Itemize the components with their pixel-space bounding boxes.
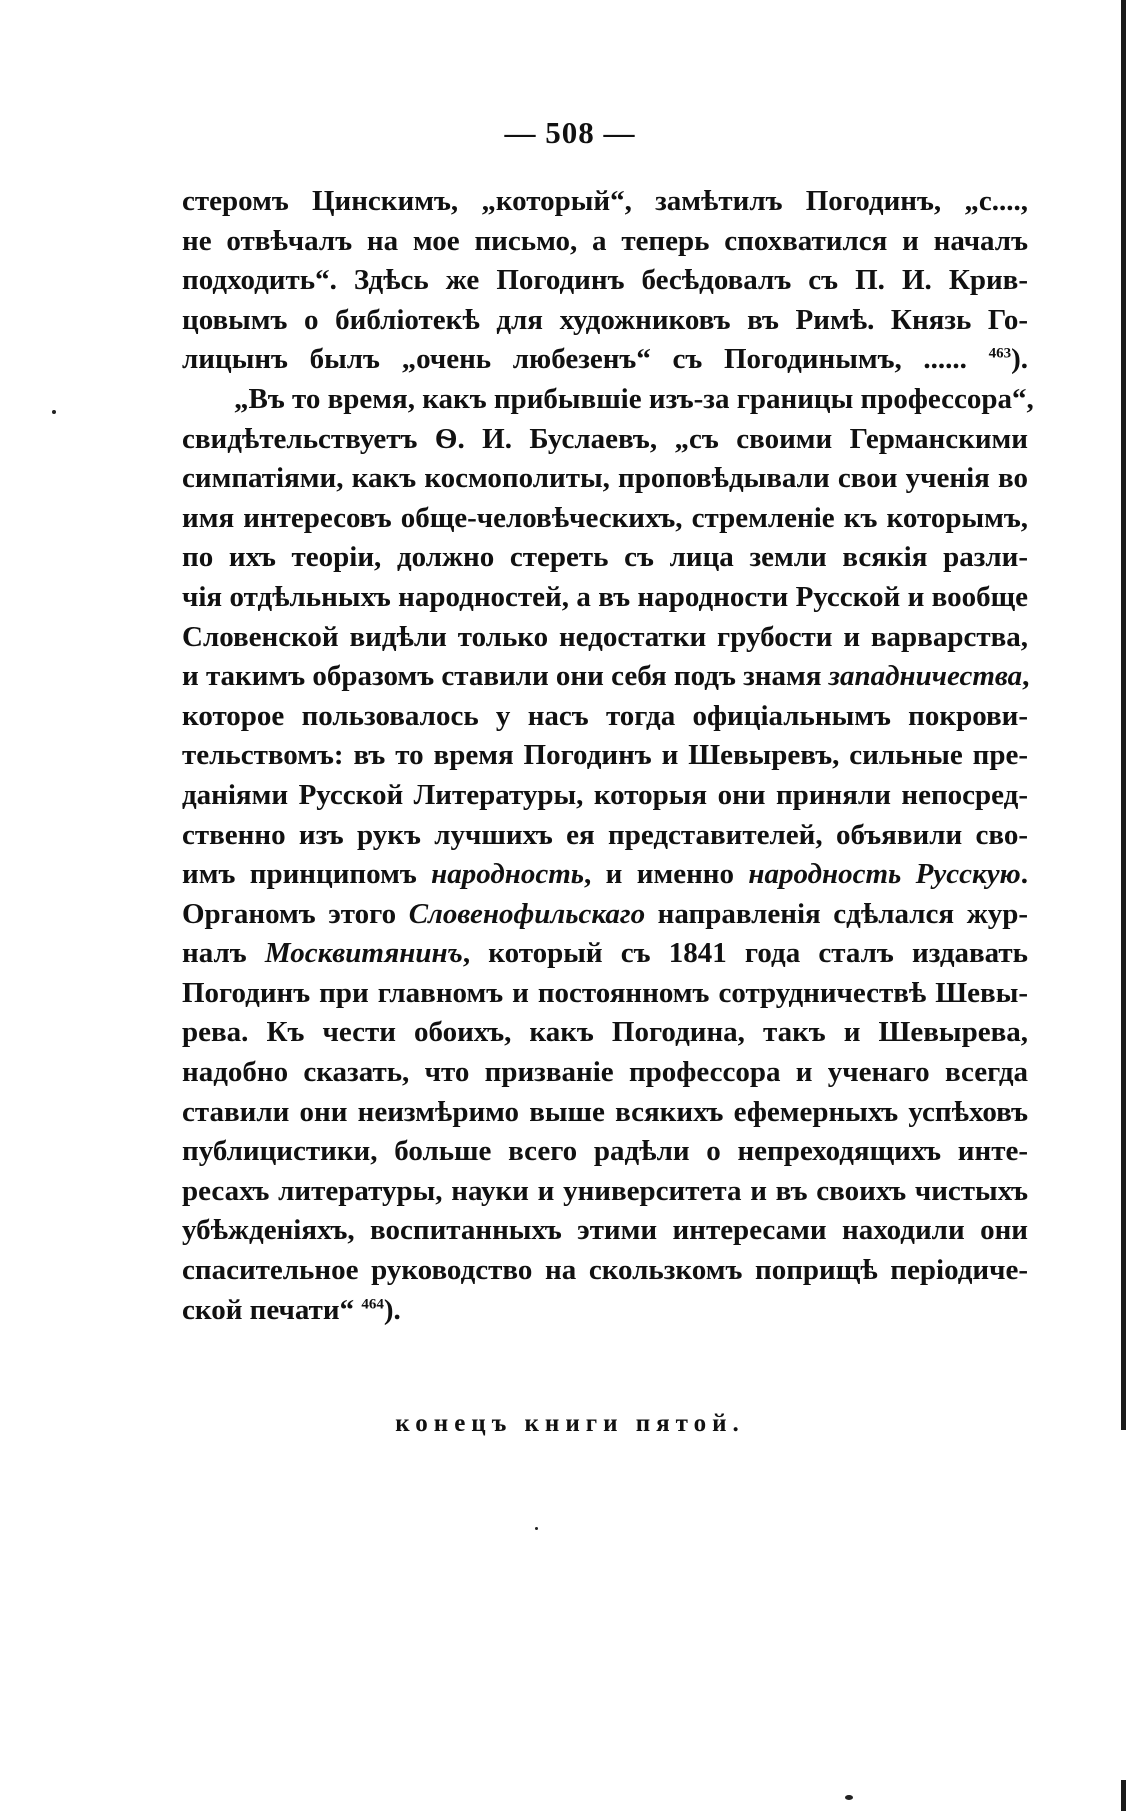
- text-line: налъ Москвитянинъ, который съ 1841 года сталъ издавать: [182, 937, 1028, 970]
- text-line: „Въ то время, какъ прибывшіе изъ-за границы профессора“,: [234, 382, 1034, 415]
- italic-term: народность Русскую: [748, 858, 1021, 891]
- text-line: и такимъ образомъ ставили они себя подъ знамя западничества,: [182, 660, 1030, 693]
- italic-term: народность: [431, 858, 585, 891]
- scan-speck: [52, 410, 56, 414]
- text-line: подходить“. Здѣсь же Погодинъ бесѣдовалъ съ П. И. Крив-: [182, 264, 1028, 297]
- text-line: стеромъ Цинскимъ, „который“, замѣтилъ Погодинъ, „с....,: [182, 185, 1028, 217]
- text-line: свидѣтельствуетъ Ѳ. И. Буслаевъ, „съ своими Германскими: [182, 422, 1028, 455]
- text-line: не отвѣчалъ на мое письмо, а теперь спохватился и началъ: [182, 224, 1028, 257]
- text-line: имъ принципомъ народность, и именно народность Русскую.: [182, 858, 1028, 891]
- text-line: убѣжденіяхъ, воспитанныхъ этими интересами находили они: [182, 1214, 1028, 1247]
- scan-speck: [845, 1795, 853, 1800]
- italic-term: Москвитянинъ: [264, 937, 463, 970]
- text-line: симпатіями, какъ космополиты, проповѣдывали свои ученія во: [182, 462, 1028, 495]
- text-line: публицистики, больше всего радѣли о непреходящихъ инте-: [182, 1135, 1028, 1168]
- text-line: рева. Къ чести обоихъ, какъ Погодина, такъ и Шевырева,: [182, 1016, 1028, 1049]
- text-line: цовымъ о библіотекѣ для художниковъ въ Римѣ. Князь Го-: [182, 303, 1028, 336]
- scan-edge-shadow: [1121, 0, 1126, 1430]
- footnote-ref: 464: [361, 1295, 384, 1312]
- text-line: Словенской видѣли только недостатки грубости и варварства,: [182, 620, 1028, 653]
- text-line: даніями Русской Литературы, которыя они приняли непосред-: [182, 778, 1028, 811]
- footnote-ref: 463: [988, 345, 1012, 362]
- text-line: ской печати“ $^{464}$).: [182, 1293, 401, 1326]
- page-number: — 508 —: [504, 115, 636, 150]
- scan-speck: [535, 1527, 538, 1530]
- text-line: ставили они неизмѣримо выше всякихъ ефемерныхъ успѣховъ: [182, 1095, 1028, 1128]
- text-line: ресахъ литературы, науки и университета и въ своихъ чистыхъ: [182, 1174, 1028, 1207]
- text-line: Погодинъ при главномъ и постоянномъ сотрудничествѣ Шевы-: [182, 976, 1028, 1009]
- text-line: имя интересовъ обще-человѣческихъ, стремленіе къ которымъ,: [182, 501, 1028, 534]
- body-text: [182, 182, 1034, 1330]
- text-line: чія отдѣльныхъ народностей, а въ народности Русской и вообще: [182, 580, 1028, 613]
- text-line: ственно изъ рукъ лучшихъ ея представителей, объявили сво-: [182, 818, 1028, 851]
- text-line: надобно сказать, что призваніе профессора и ученаго всегда: [182, 1056, 1028, 1089]
- italic-term: Словенофильскаго: [408, 897, 646, 930]
- scan-edge-shadow-lower: [1121, 1780, 1126, 1811]
- text-line: по ихъ теоріи, должно стереть съ лица земли всякія разли-: [182, 541, 1028, 574]
- text-line: лицынъ былъ „очень любезенъ“ съ Погодинымъ, ...... $^{463}$).: [182, 343, 1029, 376]
- text-line: спасительное руководство на скользкомъ поприщѣ періодиче-: [182, 1254, 1028, 1287]
- text-line: которое пользовалось у насъ тогда офиціальнымъ покрови-: [182, 699, 1028, 732]
- italic-term: западничества: [828, 660, 1023, 693]
- book-end-colophon: конецъ книги пятой.: [395, 1410, 745, 1437]
- text-line: Органомъ этого Словенофильскаго направленія сдѣлался жур-: [182, 897, 1029, 930]
- text-line: тельствомъ: въ то время Погодинъ и Шевыревъ, сильные пре-: [182, 739, 1028, 772]
